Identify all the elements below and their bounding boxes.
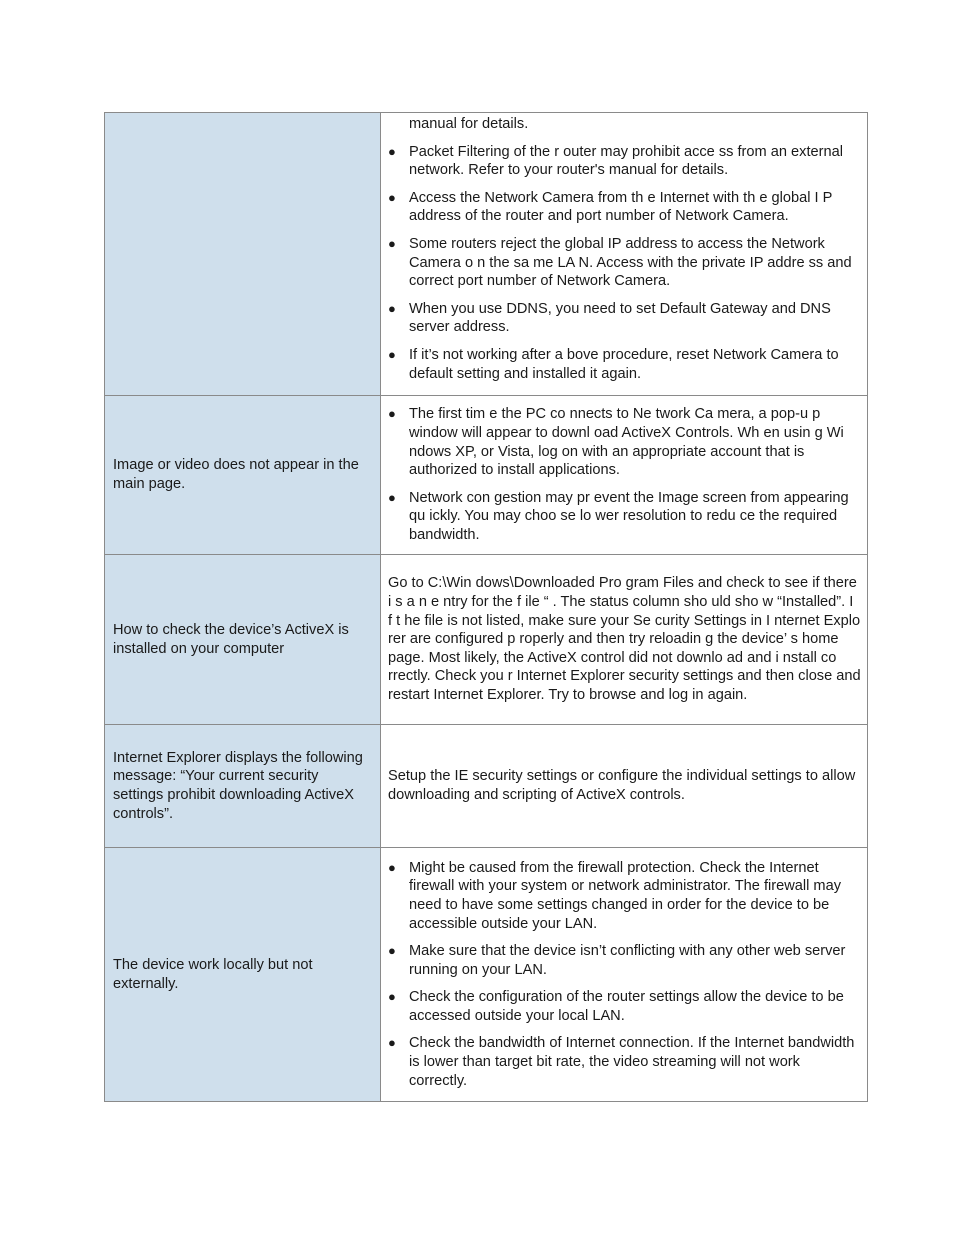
list-item: ● Some routers reject the global IP address to access the Network Camera o n the sa me LA N. Access with the private IP addre ss and correct port number of Network Camera. — [388, 235, 852, 290]
solution-list — [381, 405, 867, 544]
problem-cell — [105, 396, 381, 555]
list-item: ● Make sure that the device isn’t conflicting with any other web server running on your LAN. — [388, 943, 846, 978]
bullet-icon: ● — [388, 406, 396, 422]
list-item: ● The first tim e the PC co nnects to Ne twork Ca mera, a pop-u p window will appear to downl oad ActiveX Controls. Wh en usin g Wi ndows XP, or Vista, log on with an appropriate account that is authorized to install applications. — [388, 406, 844, 479]
problem-cell — [105, 848, 381, 1102]
table-row — [105, 113, 868, 396]
bullet-icon: ● — [388, 143, 396, 159]
table-row — [105, 555, 868, 725]
problem-cell — [105, 113, 381, 396]
continued-text: manual for details. — [409, 116, 529, 132]
bullet-icon: ● — [388, 346, 396, 362]
problem-cell — [105, 555, 381, 725]
table-row — [105, 848, 868, 1102]
bullet-icon: ● — [388, 300, 396, 316]
table-row — [105, 725, 868, 848]
bullet-icon: ● — [388, 189, 396, 205]
problem-text: How to check the device’s ActiveX is installed on your computer — [113, 621, 349, 657]
list-item: ● If it’s not working after a bove procedure, reset Network Camera to default setting and installed it again. — [388, 346, 839, 382]
solution-paragraph: Go to C:\Win dows\Downloaded Pro gram Files and check to see if there i s a n e ntry for the f ile “ . The status column sho uld sho w “Installed”. I f t he file is not listed, make sure your Se curity Settings in I nternet Explo rer are configured p roperly and then try reloadin g the device’ s home page. Most likely, the ActiveX control did not downlo ad and i nstall co rrectly. Check you r Internet Explorer security settings and then close and restart Internet Explorer. Try to browse and log in again. — [388, 575, 861, 703]
bullet-icon: ● — [388, 1035, 396, 1051]
list-item: ● Packet Filtering of the r outer may prohibit acce ss from an external network. Refer to your router's manual for details. — [388, 143, 843, 179]
solution-cell — [381, 848, 868, 1102]
problem-text: Internet Explorer displays the following message: “Your current security settings prohibit downloading ActiveX controls”. — [113, 749, 363, 822]
solution-cell — [381, 725, 868, 848]
bullet-icon: ● — [388, 943, 396, 959]
list-item: ● Network con gestion may pr event the Image screen from appearing qu ickly. You may choo se lo wer resolution to redu ce the required bandwidth. — [388, 489, 849, 543]
list-item: ● Check the bandwidth of Internet connection. If the Internet bandwidth is lower than target bit rate, the video streaming will not work correctly. — [388, 1035, 855, 1089]
problem-text: Image or video does not appear in the main page. — [113, 457, 359, 492]
solution-cell — [381, 396, 868, 555]
solution-paragraph: Setup the IE security settings or configure the individual settings to allow downloading and scripting of ActiveX controls. — [388, 768, 856, 803]
list-item: ● Check the configuration of the router settings allow the device to be accessed outside your local LAN. — [388, 989, 844, 1024]
problem-text: The device work locally but not externally. — [113, 956, 313, 992]
list-item: ● Access the Network Camera from th e Internet with th e global I P address of the router and port number of Network Camera. — [388, 189, 833, 225]
solution-cell — [381, 555, 868, 725]
list-item: ● Might be caused from the firewall protection. Check the Internet firewall with your system or network administrator. The firewall may need to have some settings changed in order for the device to be accessible outside your LAN. — [388, 859, 842, 932]
problem-cell — [105, 725, 381, 848]
bullet-icon: ● — [388, 859, 396, 875]
list-item: ● When you use DDNS, you need to set Default Gateway and DNS server address. — [388, 300, 831, 336]
solution-list — [381, 859, 867, 1091]
troubleshooting-table — [104, 112, 868, 1102]
table-row — [105, 396, 868, 555]
solution-cell — [381, 113, 868, 396]
bullet-icon: ● — [388, 989, 396, 1005]
bullet-icon: ● — [388, 489, 396, 505]
solution-list — [381, 143, 867, 384]
bullet-icon: ● — [388, 235, 396, 251]
